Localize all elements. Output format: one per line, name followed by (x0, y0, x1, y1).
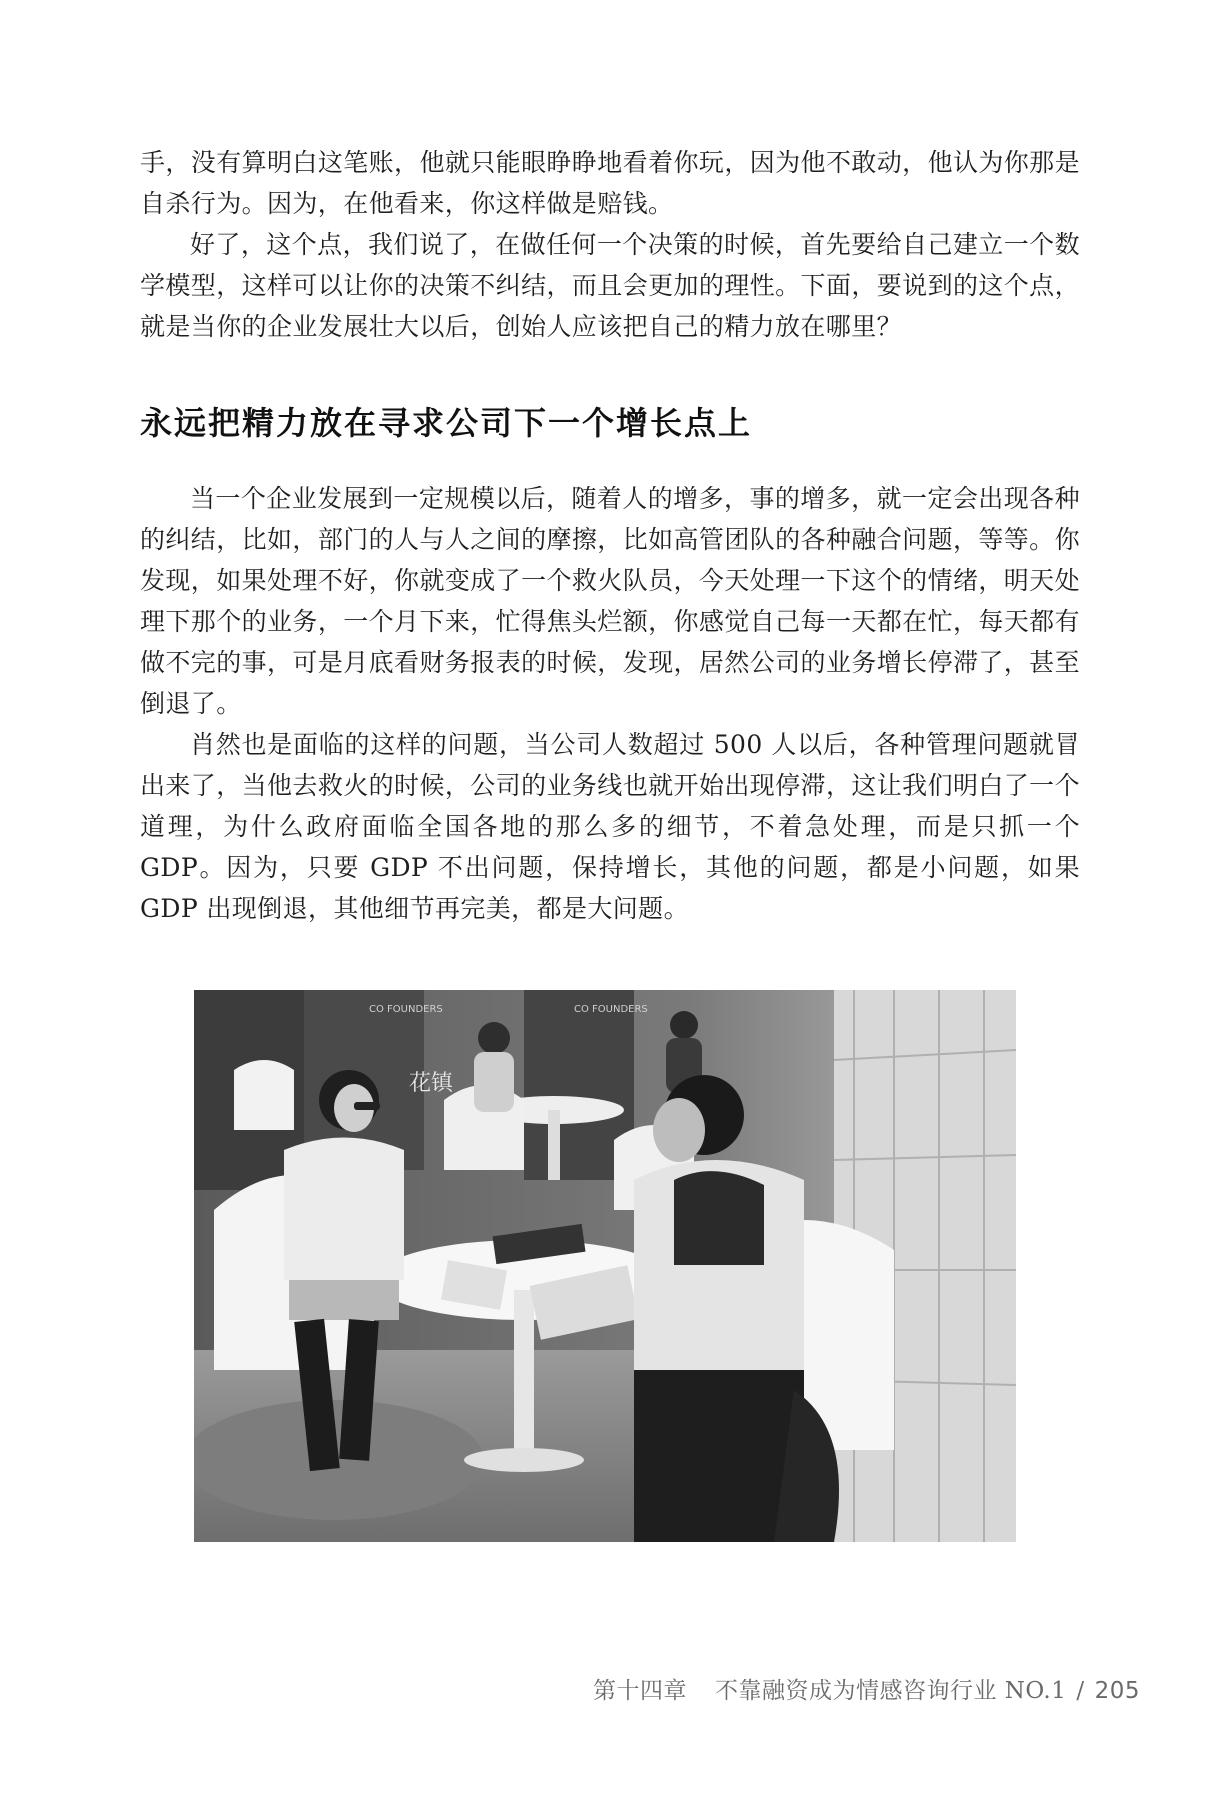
footer-separator: / (1076, 1678, 1085, 1704)
page-footer (593, 1672, 1140, 1705)
footer-chapter: 第十四章 (592, 1678, 687, 1704)
intro-paragraph-continued: 手，没有算明白这笔账，他就只能眼睁睁地看着你玩，因为他不敢动，他认为你那是自杀行为。因为，在他看来，你这样做是赔钱。 (140, 148, 1080, 218)
wall-text: 花镇 (409, 1071, 454, 1096)
photo-meeting (194, 990, 1016, 1542)
signage-left: CO FOUNDERS (369, 1004, 443, 1015)
section-heading: 永远把精力放在寻求公司下一个增长点上 (140, 404, 753, 442)
section-text-block (140, 478, 1080, 929)
section-paragraph: 当一个企业发展到一定规模以后，随着人的增多，事的增多，就一定会出现各种的纠结，比如，部门的人与人之间的摩擦，比如高管团队的各种融合问题，等等。你发现，如果处理不好，你就变成了一个救火队员，今天处理一下这个的情绪，明天处理下那个的业务，一个月下来，忙得焦头烂额，你感觉自己每一天都在忙，每天都有做不完的事，可是月底看财务报表的时候，发现，居然公司的业务增长停滞了，甚至倒退了。 (140, 484, 1080, 718)
signage-right: CO FOUNDERS (574, 1004, 648, 1015)
intro-paragraph: 好了，这个点，我们说了，在做任何一个决策的时候，首先要给自己建立一个数学模型，这样可以让你的决策不纠结，而且会更加的理性。下面，要说到的这个点，就是当你的企业发展壮大以后，创始人应该把自己的精力放在哪里？ (140, 230, 1080, 341)
page-number: 205 (1094, 1678, 1140, 1704)
photo-illustration (194, 990, 1016, 1542)
footer-title: 不靠融资成为情感咨询行业 NO.1 (714, 1678, 1067, 1704)
section-paragraph: 肖然也是面临的这样的问题，当公司人数超过 500 人以后，各种管理问题就冒出来了，当他去救火的时候，公司的业务线也就开始出现停滞，这让我们明白了一个道理，为什么政府面临全国各地的那么多的细节，不着急处理，而是只抓一个 GDP。因为，只要 GDP 不出问题，保持增长，其他的问题，都是小问题，如果 GDP 出现倒退，其他细节再完美，都是大问题。 (140, 730, 1080, 923)
intro-text-block (140, 142, 1080, 347)
